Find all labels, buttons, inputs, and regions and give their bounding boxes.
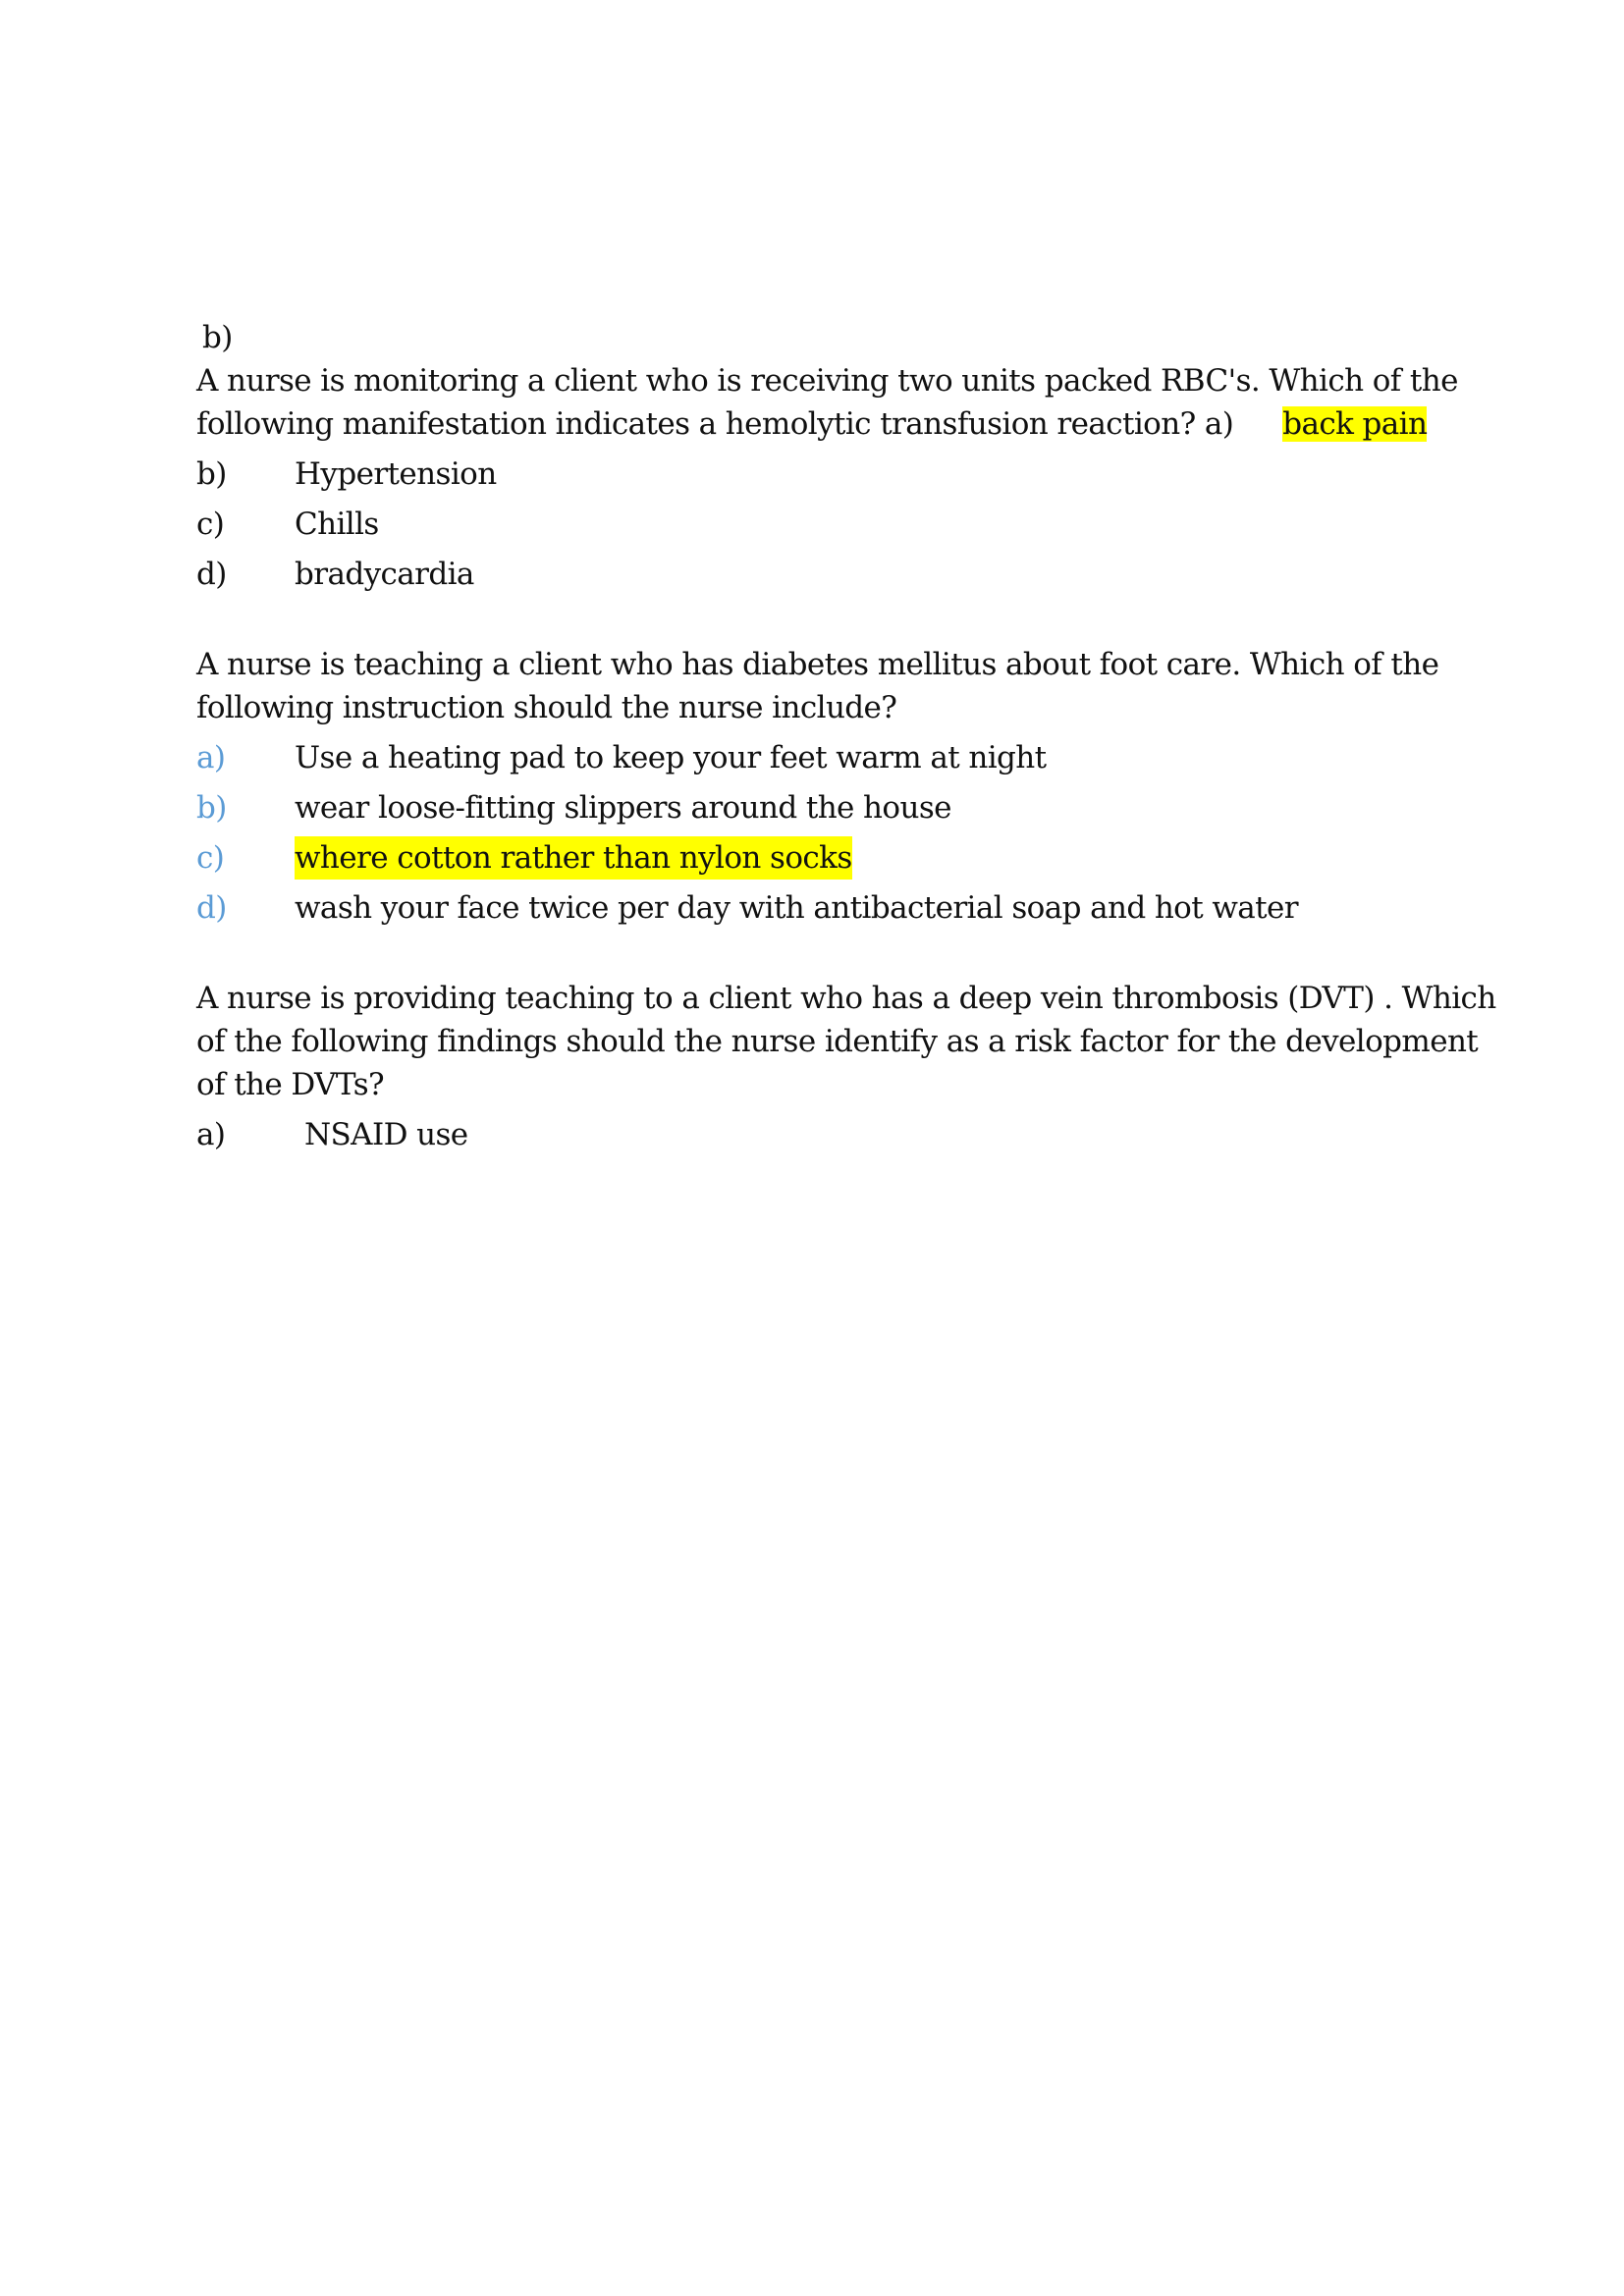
option-letter: a) (196, 740, 226, 775)
question-3-option-a (196, 1113, 1512, 1156)
option-text: Use a heating pad to keep your feet warm at night (295, 740, 1047, 775)
option-text: bradycardia (295, 557, 474, 592)
spacer (196, 930, 1512, 977)
document-page (196, 316, 1512, 1156)
option-text: NSAID use (304, 1117, 468, 1152)
option-letter: c) (196, 507, 225, 542)
question-1-option-d (196, 553, 1512, 596)
spacer (196, 596, 1512, 643)
question-2-option-d (196, 886, 1512, 930)
option-text: Hypertension (295, 456, 497, 492)
question-1-option-b (196, 453, 1512, 496)
question-2-option-a (196, 736, 1512, 779)
option-text-highlighted: where cotton rather than nylon socks (295, 836, 852, 880)
stray-option-label: b) (202, 320, 233, 355)
option-text: wear loose-fitting slippers around the house (295, 790, 951, 826)
question-2-stem: A nurse is teaching a client who has diabetes mellitus about foot care. Which of the following instruction should the nurse include? (196, 647, 1439, 725)
question-1 (196, 359, 1512, 446)
question-1-option-a-highlighted: back pain (1282, 406, 1428, 442)
option-letter: b) (196, 456, 227, 492)
option-letter: b) (196, 790, 227, 826)
question-1-option-c (196, 503, 1512, 546)
question-2-option-c (196, 836, 1512, 880)
question-2-option-b (196, 786, 1512, 829)
option-text: Chills (295, 507, 379, 542)
question-1-stem: A nurse is monitoring a client who is receiving two units packed RBC's. Which of the following manifestation indicates a hemolytic transfusion reaction? a) (196, 363, 1458, 442)
question-3-stem: A nurse is providing teaching to a client who has a deep vein thrombosis (DVT) . Which of the following findings should the nurse identify as a risk factor for the development of the DVTs? (196, 981, 1496, 1102)
option-letter: c) (196, 840, 225, 876)
option-text: wash your face twice per day with antibacterial soap and hot water (295, 890, 1298, 926)
option-letter: a) (196, 1117, 226, 1152)
option-letter: d) (196, 890, 227, 926)
option-letter: d) (196, 557, 227, 592)
